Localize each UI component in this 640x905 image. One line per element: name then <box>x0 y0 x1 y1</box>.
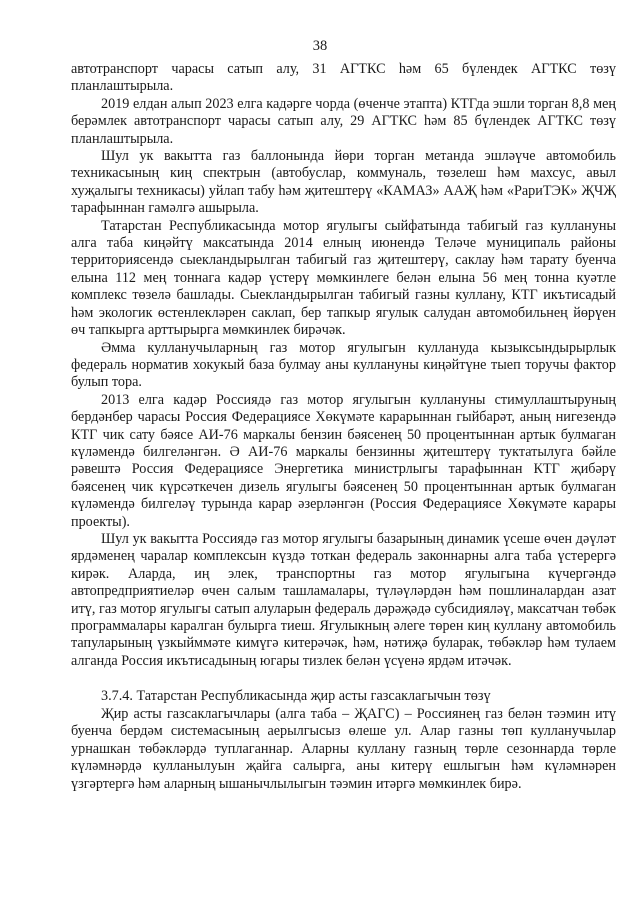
paragraph-7: Шул ук вакытта Россиядә газ мотор ягулыгы базарының динамик үсеше өчен дәүләт ярдәменең чаралар комплексын күздә тоткан федераль законнарны алга таба үстерергә кирәк. Аларда, иң элек, транспортны газ мотор ягулыгына күчергәндә автопредприятиеләр өчен салым ташламалары, түләүләрдән һәм пошлиналардан азат итү, газ мотор ягулыгы сатып алуларын федераль дәрәҗәдә субсидияләү, максатчан төбәк программалары каралган булырга тиеш. Ягулыкның әлеге төрен киң куллану автомобиль тапуларының үзкыйммәте кимүгә китерәчәк, һәм, нәтиҗә буларак, төбәкләр һәм тулаем алганда Россия икътисадының югары тизлек белән үсүенә ярдәм итәчәк. <box>71 530 616 669</box>
section-heading: 3.7.4. Татарстан Республикасында җир асты газсаклагычын төзү <box>101 688 491 704</box>
page-number: 38 <box>312 38 328 54</box>
paragraph-5: Әмма кулланучыларның газ мотор ягулыгын куллануда кызыксындырырлык федераль норматив хокукый база булмау аны куллануны киңәйтүне тыеп торучы фактор булып тора. <box>71 339 616 391</box>
paragraph-4: Татарстан Республикасында мотор ягулыгы сыйфатында табигый газ куллануны алга таба киңәйтү максатында 2014 елның июнендә Теләче муниципаль районы территориясендә сыекландырылган табигый газ җитештерү, саклау һәм тарату буенча елына 112 мең тоннага кадәр үстерү мөмкинлеге белән елына 56 мең тонна куәтле комплекс төзелә башлады. Сыекландырылган табигый газны куллану, КТГ икътисадый һәм экологик өстенлекләрен саклап, бер тапкыр ягулык салудан автомобильнең йөрүен өч тапкырга арттырырга мөмкинлек бирәчәк. <box>71 217 616 339</box>
paragraph-6: 2013 елга кадәр Россиядә газ мотор ягулыгын куллануны стимуллаштыруның бердәнбер чарасы Россия Федерациясе Хөкүмәте карарыннан гыйбарәт, аның нигезендә КТГ чик сату бәясе АИ-76 маркалы бензин бәясенең 50 процентыннан артык булмаган күләмендә билгеләнгән. Ә АИ-76 маркалы бензинны җитештерү туктатылуга бәйле рәвештә Россия Федерациясе Энергетика министрлыгы тарафыннан КТГ җибәрү бәясенең чик күрсәткечен дизель ягулыгы бәясенең 50 процентыннан артык булмаган күләмендә билгеләү турында карар әзерләнгән (Россия Федерациясе Хөкүмәте карары проекты). <box>71 391 616 530</box>
section-paragraph: Җир асты газсаклагычлары (алга таба – ҖАГС) – Россиянең газ белән тәэмин итү буенча бердәм системасының аерылгысыз өлеше ул. Алар газны төп кулланучылар урнашкан төбәкләрдә туплаганнар. Аларны куллану газның төрле сезоннарда төрле күләмнәрдә кулланылуын җайга салырга, аны китерү ешлыгын һәм күләмнәрен үзгәртергә һәм аларның ышанычлылыгын тәэмин итәргә мөмкинлек бирә. <box>71 706 616 792</box>
paragraph-2: 2019 елдан алып 2023 елга кадәрге чорда (өченче этапта) КТГда эшли торган 8,8 мең берәмлек автотранспорт чарасы сатып алу, 29 АГТКС һәм 85 бүлендек АГТКС төзү планлаштырыла. <box>71 95 616 147</box>
paragraph-1: автотранспорт чарасы сатып алу, 31 АГТКС һәм 65 бүлендек АГТКС төзү планлаштырыла. <box>71 61 616 95</box>
paragraph-3: Шул ук вакытта газ баллонында йөри торган метанда эшләүче автомобиль техникасының киң спектрын (автобуслар, коммуналь, төзелеш һәм махсус, авыл хуҗалыгы техникасы) уйлап табу һәм җитештерү «КАМАЗ» ААҖ һәм «РариТЭК» ҖЧҖ тарафыннан гамәлгә ашырыла. <box>71 148 616 217</box>
section-body <box>71 706 616 793</box>
body-text <box>71 61 616 670</box>
